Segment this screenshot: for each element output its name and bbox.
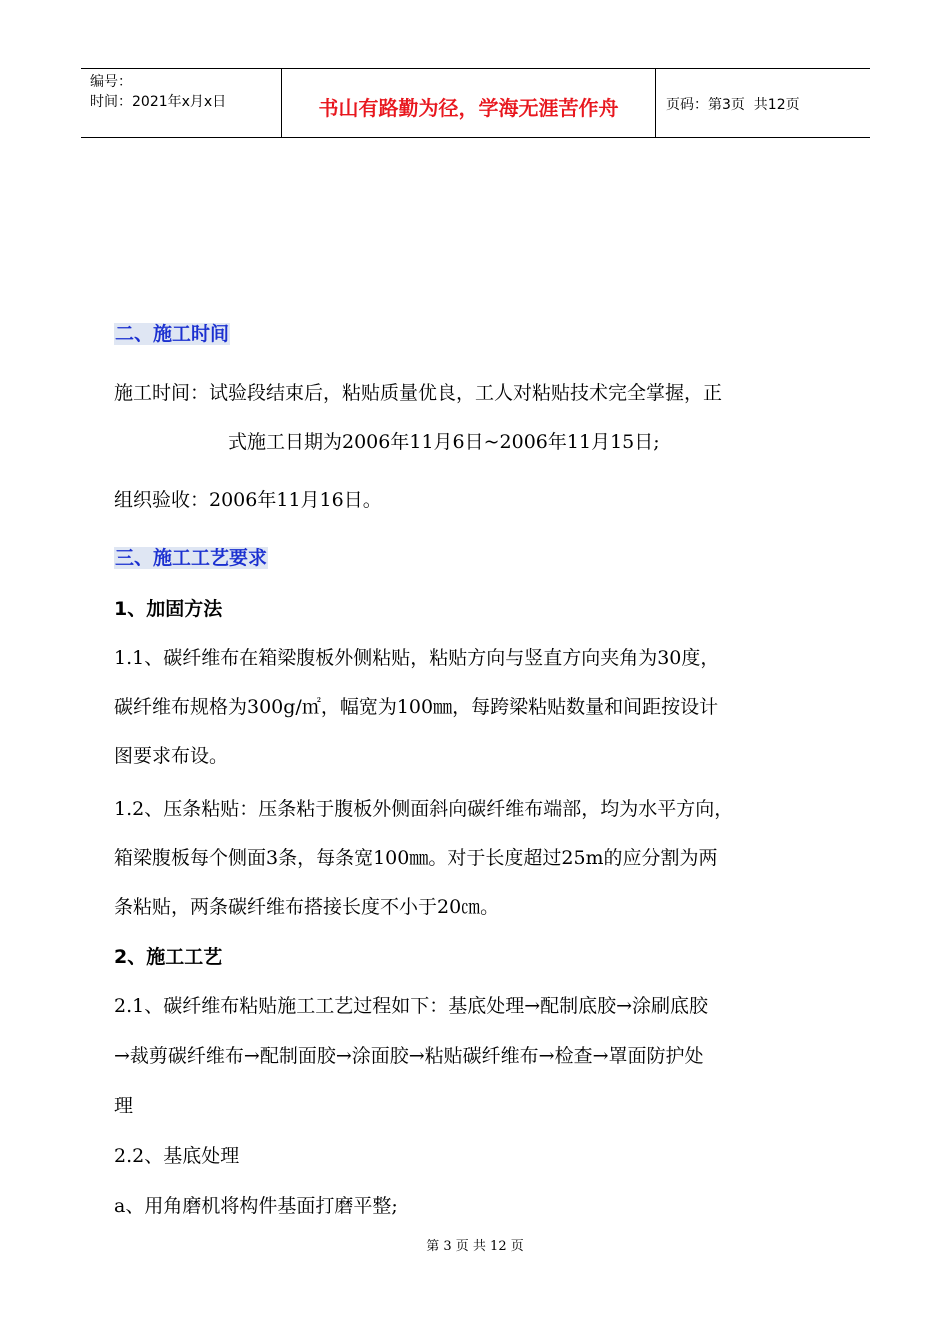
header-slogan: 书山有路勤为径，学海无涯苦作舟 bbox=[282, 69, 656, 137]
subheading-construction-process: 2、施工工艺 bbox=[114, 946, 223, 968]
para-2-1-line-2: →裁剪碳纤维布→配制面胶→涂面胶→粘贴碳纤维布→检查→罩面防护处 bbox=[114, 1045, 704, 1067]
construction-time-line-2: 式施工日期为2006年11月6日~2006年11月15日; bbox=[228, 431, 660, 453]
section-2-heading: 二、施工时间 bbox=[115, 323, 230, 345]
page-footer bbox=[0, 1235, 950, 1254]
para-1-2-line-1: 1.2、压条粘贴：压条粘于腹板外侧面斜向碳纤维布端部，均为水平方向， bbox=[114, 798, 734, 820]
footer-page-number: 第 3 页 共 12 页 bbox=[426, 1239, 524, 1254]
para-a: a、用角磨机将构件基面打磨平整; bbox=[114, 1195, 398, 1217]
subheading-reinforcement-method: 1、加固方法 bbox=[114, 598, 223, 620]
para-1-1-line-3: 图要求布设。 bbox=[114, 745, 229, 767]
para-1-2-line-2: 箱梁腹板每个侧面3条，每条宽100㎜。对于长度超过25m的应分割为两 bbox=[114, 847, 718, 869]
header-number: 编号： bbox=[90, 74, 132, 90]
header-time: 时间：2021年x月x日 bbox=[90, 94, 227, 110]
header-table bbox=[81, 68, 870, 138]
construction-time-line-1: 施工时间：试验段结束后，粘贴质量优良，工人对粘贴技术完全掌握，正 bbox=[114, 382, 723, 404]
para-1-1-line-2: 碳纤维布规格为300g/㎡，幅宽为100㎜，每跨梁粘贴数量和间距按设计 bbox=[114, 696, 719, 718]
para-1-1-line-1: 1.1、碳纤维布在箱梁腹板外侧粘贴，粘贴方向与竖直方向夹角为30度， bbox=[114, 647, 720, 669]
para-2-1-line-3: 理 bbox=[114, 1095, 134, 1117]
para-1-2-line-3: 条粘贴，两条碳纤维布搭接长度不小于20㎝。 bbox=[114, 896, 500, 918]
para-2-2: 2.2、基底处理 bbox=[114, 1145, 240, 1167]
acceptance-line: 组织验收：2006年11月16日。 bbox=[114, 489, 382, 511]
header-page-label: 页码：第3页 共12页 bbox=[666, 97, 800, 113]
para-2-1-line-1: 2.1、碳纤维布粘贴施工工艺过程如下：基底处理→配制底胶→涂刷底胶 bbox=[114, 995, 709, 1017]
header-page-cell bbox=[656, 69, 870, 137]
header-left-cell bbox=[81, 69, 282, 137]
section-3-heading: 三、施工工艺要求 bbox=[115, 547, 268, 569]
